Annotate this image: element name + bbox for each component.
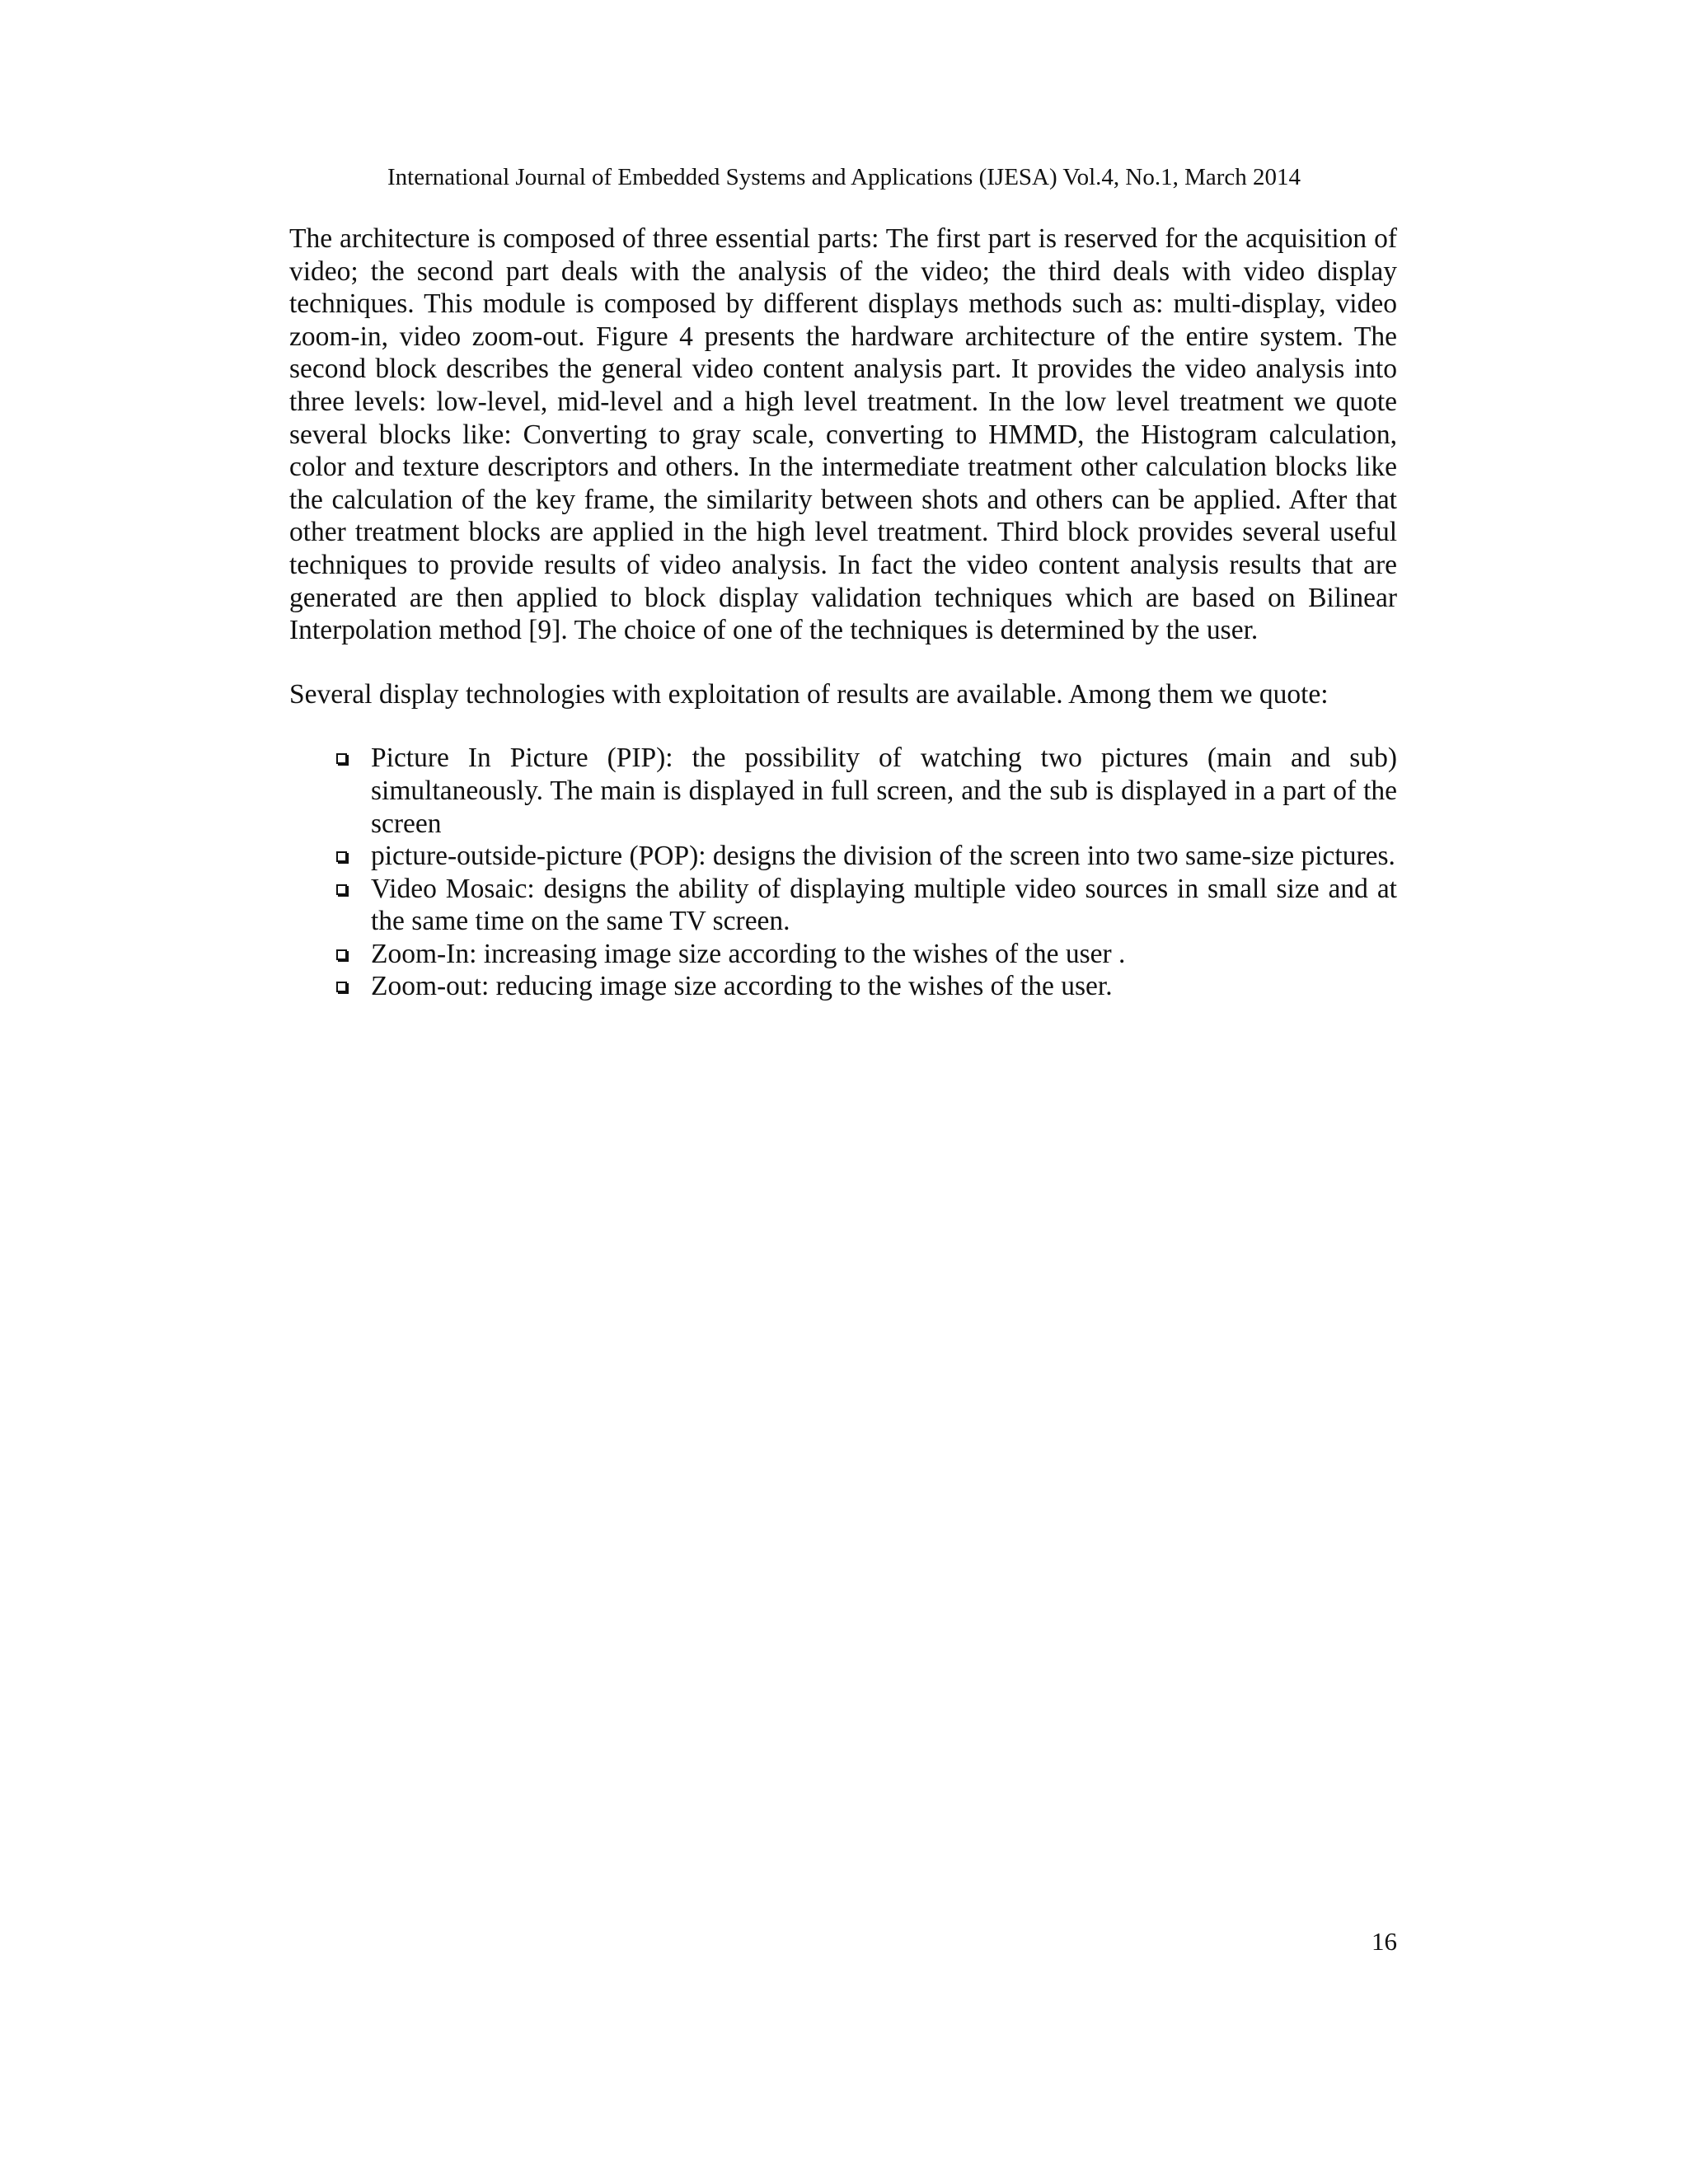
list-item-text: Video Mosaic: designs the ability of displaying multiple video sources in small size and at the same time on the same TV screen. — [371, 873, 1397, 937]
checkbox-square-icon — [336, 949, 347, 960]
list-item-text: Picture In Picture (PIP): the possibility of watching two pictures (main and sub) simultaneously. The main is displayed in full screen, and the sub is displayed in a part of the screen — [371, 743, 1397, 839]
list-item-text: picture-outside-picture (POP): designs the division of the screen into two same-size pictures. — [371, 841, 1395, 872]
page-number: 16 — [1372, 1927, 1397, 1956]
checkbox-square-icon — [336, 851, 347, 862]
list-item-text: Zoom-In: increasing image size according to the wishes of the user . — [371, 938, 1126, 969]
checkbox-square-icon — [336, 753, 347, 764]
running-header: International Journal of Embedded Systems and Applications (IJESA) Vol.4, No.1, March 2014 — [387, 164, 1301, 190]
list-item-zoom-in — [371, 938, 1397, 971]
list-item-zoom-out — [371, 970, 1397, 1003]
list-item-pip — [371, 742, 1397, 840]
list-item-pop — [371, 840, 1397, 873]
checkbox-square-icon — [336, 982, 347, 992]
body-paragraph-architecture: The architecture is composed of three essential parts: The first part is reserved for the acquisition of video; the second part deals with the analysis of the video; the third deals with video display techniques. This module is composed by different displays methods such as: multi-display, video zoom-in, video zoom-out. Figure 4 presents the hardware architecture of the entire system. The second block describes the general video content analysis part. It provides the video analysis into three levels: low-level, mid-level and a high level treatment. In the low level treatment we quote several blocks like: Converting to gray scale, converting to HMMD, the Histogram calculation, color and texture descriptors and others. In the intermediate treatment other calculation blocks like the calculation of the key frame, the similarity between shots and others can be applied. After that other treatment blocks are applied in the high level treatment. Third block provides several useful techniques to provide results of video analysis. In fact the video content analysis results that are generated are then applied to block display validation techniques which are based on Bilinear Interpolation method [9]. The choice of one of the techniques is determined by the user. — [289, 223, 1397, 646]
list-item-text: Zoom-out: reducing image size according to the wishes of the user. — [371, 971, 1113, 1002]
body-paragraph-display-technologies: Several display technologies with exploitation of results are available. Among them we quote: — [289, 678, 1329, 710]
checkbox-square-icon — [336, 884, 347, 895]
display-technologies-list — [289, 742, 1397, 1003]
page-body — [289, 223, 1397, 1003]
list-item-video-mosaic — [371, 873, 1397, 938]
